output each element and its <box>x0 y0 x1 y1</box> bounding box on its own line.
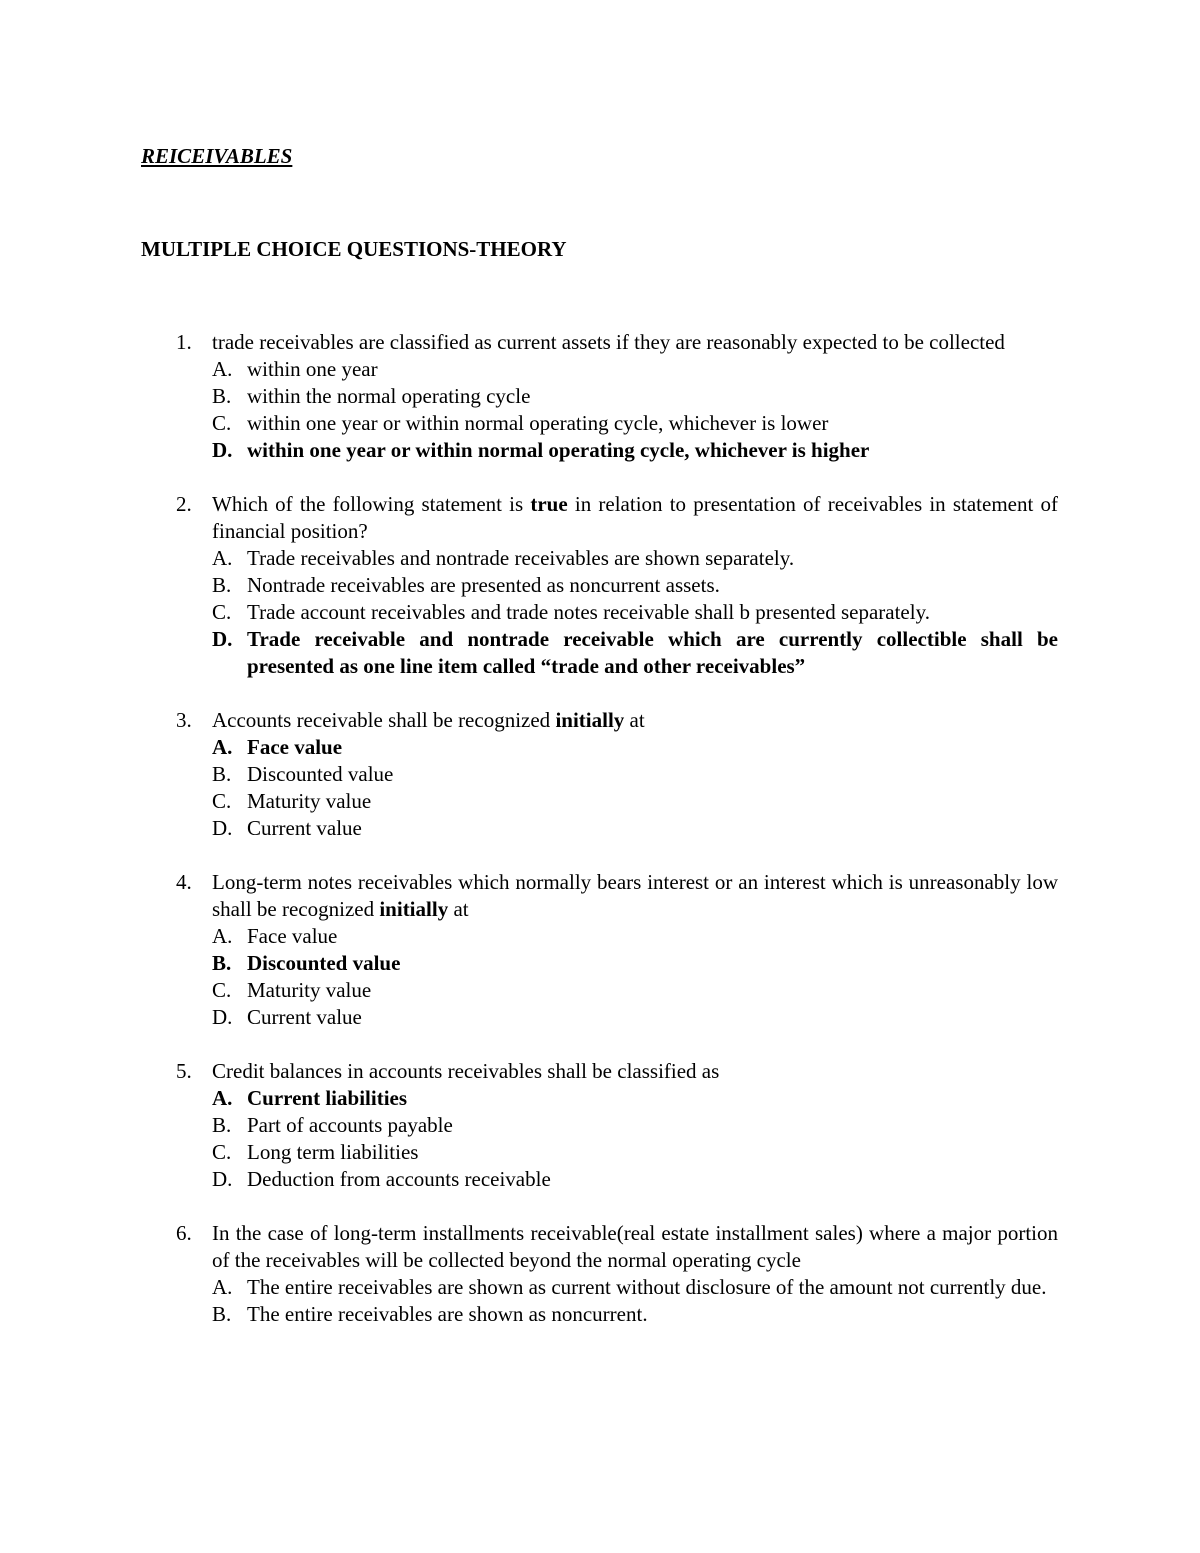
option-text: within one year <box>247 357 378 381</box>
option-a-correct-answer <box>212 734 1058 761</box>
option-list <box>212 1085 1058 1193</box>
option-text: Trade receivable and nontrade receivable which are currently collectible shall be presented as one line item called “trade and other receivables” <box>247 627 1058 678</box>
option-letter: C. <box>212 789 232 813</box>
option-text: within the normal operating cycle <box>247 384 531 408</box>
option-letter: B. <box>212 384 232 408</box>
option-text: Maturity value <box>247 978 372 1002</box>
option-a-correct-answer <box>212 1085 1058 1112</box>
option-letter: C. <box>212 411 232 435</box>
option-letter: D. <box>212 816 233 840</box>
question-number: 1. <box>176 330 192 354</box>
option-letter: A. <box>212 924 233 948</box>
option-a <box>212 1274 1058 1301</box>
emphasized-word: initially <box>555 708 625 732</box>
question-number: 2. <box>176 492 192 516</box>
option-c <box>212 1139 1058 1166</box>
option-b-correct-answer <box>212 950 1058 977</box>
question-number: 6. <box>176 1221 192 1245</box>
option-text: Current liabilities <box>247 1086 408 1110</box>
option-letter: C. <box>212 600 232 624</box>
question-text-part: at <box>624 708 645 732</box>
question-text <box>212 491 1058 545</box>
question-text-part: Long-term notes receivables which normally bears interest or an interest which is unreasonably low shall be recognized <box>212 870 1058 921</box>
question-text <box>212 329 1058 356</box>
option-letter: A. <box>212 1086 233 1110</box>
option-list <box>212 923 1058 1031</box>
option-d <box>212 815 1058 842</box>
option-c <box>212 599 1058 626</box>
question-text <box>212 869 1058 923</box>
option-list <box>212 1274 1058 1328</box>
option-list <box>212 734 1058 842</box>
option-text: Nontrade receivables are presented as noncurrent assets. <box>247 573 720 597</box>
option-c <box>212 788 1058 815</box>
option-text: within one year or within normal operating cycle, whichever is lower <box>247 411 829 435</box>
section-heading: MULTIPLE CHOICE QUESTIONS-THEORY <box>141 237 567 261</box>
option-text: Face value <box>247 924 338 948</box>
option-letter: B. <box>212 1302 232 1326</box>
emphasized-word: initially <box>379 897 449 921</box>
option-text: Long term liabilities <box>247 1140 419 1164</box>
emphasized-word: true <box>530 492 568 516</box>
option-letter: B. <box>212 951 232 975</box>
question-item <box>141 1220 1058 1328</box>
question-number: 3. <box>176 708 192 732</box>
question-text-part: Credit balances in accounts receivables shall be classified as <box>212 1059 720 1083</box>
option-letter: C. <box>212 978 232 1002</box>
option-letter: B. <box>212 1113 232 1137</box>
option-list <box>212 356 1058 464</box>
option-b <box>212 1301 1058 1328</box>
option-c <box>212 410 1058 437</box>
option-b <box>212 1112 1058 1139</box>
option-d-correct-answer <box>212 626 1058 680</box>
question-item <box>141 491 1058 680</box>
option-text: Discounted value <box>247 951 401 975</box>
question-number: 5. <box>176 1059 192 1083</box>
question-list <box>141 329 1058 1355</box>
option-letter: A. <box>212 735 233 759</box>
question-text <box>212 707 1058 734</box>
option-letter: A. <box>212 357 233 381</box>
question-number: 4. <box>176 870 192 894</box>
option-letter: B. <box>212 762 232 786</box>
option-letter: B. <box>212 573 232 597</box>
option-b <box>212 761 1058 788</box>
option-letter: A. <box>212 546 233 570</box>
option-letter: A. <box>212 1275 233 1299</box>
option-list <box>212 545 1058 680</box>
question-text <box>212 1220 1058 1274</box>
option-d <box>212 1166 1058 1193</box>
option-text: Face value <box>247 735 343 759</box>
option-text: Discounted value <box>247 762 394 786</box>
option-d-correct-answer <box>212 437 1058 464</box>
option-a <box>212 545 1058 572</box>
question-text <box>212 1058 1058 1085</box>
question-text-part: Which of the following statement is <box>212 492 531 516</box>
option-c <box>212 977 1058 1004</box>
option-letter: D. <box>212 1167 233 1191</box>
option-letter: D. <box>212 627 233 651</box>
option-d <box>212 1004 1058 1031</box>
question-item <box>141 1058 1058 1193</box>
option-text: Trade account receivables and trade notes receivable shall b presented separately. <box>247 600 930 624</box>
option-text: Part of accounts payable <box>247 1113 453 1137</box>
question-text-part: In the case of long-term installments receivable(real estate installment sales) where a major portion of the receivables will be collected beyond the normal operating cycle <box>212 1221 1058 1272</box>
question-text-part: Accounts receivable shall be recognized <box>212 708 556 732</box>
question-text-part: trade receivables are classified as current assets if they are reasonably expected to be collected <box>212 330 1005 354</box>
option-a <box>212 356 1058 383</box>
option-text: The entire receivables are shown as noncurrent. <box>247 1302 648 1326</box>
option-text: within one year or within normal operating cycle, whichever is higher <box>247 438 870 462</box>
document-title: REICEIVABLES <box>141 144 293 168</box>
question-text-part: in relation to presentation of receivables in statement of financial position? <box>212 492 1058 543</box>
question-item <box>141 869 1058 1031</box>
question-item <box>141 329 1058 464</box>
option-letter: D. <box>212 438 233 462</box>
question-text-part: at <box>448 897 469 921</box>
option-b <box>212 572 1058 599</box>
option-text: Trade receivables and nontrade receivables are shown separately. <box>247 546 795 570</box>
option-b <box>212 383 1058 410</box>
option-letter: C. <box>212 1140 232 1164</box>
option-text: Deduction from accounts receivable <box>247 1167 551 1191</box>
question-item <box>141 707 1058 842</box>
option-text: The entire receivables are shown as current without disclosure of the amount not currently due. <box>247 1275 1047 1299</box>
option-text: Current value <box>247 1005 362 1029</box>
option-letter: D. <box>212 1005 233 1029</box>
option-text: Current value <box>247 816 362 840</box>
option-text: Maturity value <box>247 789 372 813</box>
option-a <box>212 923 1058 950</box>
